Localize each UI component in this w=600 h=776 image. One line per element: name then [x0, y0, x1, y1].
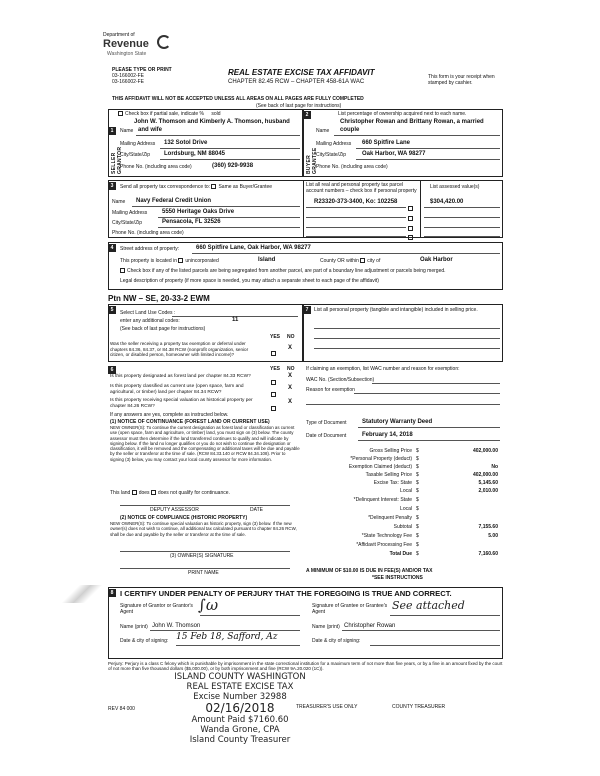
- corr-mailing-label: Mailing Address: [112, 210, 148, 216]
- grantor-signature-label: Signature of Grantor or Grantor's Agent: [120, 603, 193, 615]
- reason-exemption-label: Reason for exemption: [306, 387, 355, 393]
- parcel-number-value: R23320-373-3400, Ko: 102258: [314, 199, 398, 205]
- buyer-name-value-2: couple: [340, 127, 360, 133]
- does-not-checkbox[interactable]: [151, 490, 156, 495]
- perjury-note: Perjury: Perjury is a class C felony which is punishable by imprisonment in the state correctional institution for a maximum term of not more than five years, or by a fine in an amount fixed by the court of not more than five thousand dollars ($5,000.00), or by both imprisonment and fine (RCW 9A.20.020 (1C)).: [108, 661, 503, 672]
- see-instructions: (See back of last page for instructions): [256, 103, 342, 109]
- treasurer-use-only: TREASURER'S USE ONLY: [296, 704, 358, 710]
- buyer-name-label: Name: [316, 128, 330, 134]
- tax-row-cur: $: [416, 515, 419, 521]
- see-instructions-note: *SEE INSTRUCTIONS: [372, 575, 423, 581]
- logo-sub-text: Washington State: [107, 51, 147, 57]
- county-or-city: County OR within city of: [320, 258, 381, 264]
- corr-city-value: Pensacola, FL 32526: [162, 219, 221, 225]
- assessed-value-value: $304,420.00: [430, 199, 464, 205]
- s5-yes-header: YES: [270, 334, 281, 340]
- q3-no-mark: X: [288, 399, 293, 405]
- tax-row-label: Gross Selling Price: [369, 448, 412, 454]
- document-type-value: Statutory Warranty Deed: [362, 419, 433, 425]
- segregated-note: Check box if any of the listed parcels are being segregated from another parcel, are part of a boundary line adjustment or parcels being merged.: [120, 268, 446, 274]
- partial-sale-checkbox[interactable]: [118, 111, 123, 116]
- revenue-logo: [103, 32, 183, 58]
- tax-row-cur: $: [416, 551, 419, 557]
- historical-question: Is this property receiving special valuation as historical property per chapter 84.26 RCW?: [110, 398, 253, 409]
- s6-yes-header: YES: [270, 366, 281, 372]
- segregated-checkbox[interactable]: [120, 268, 125, 273]
- s5-yes-checkbox[interactable]: [271, 345, 278, 363]
- buyer-name-value: Christopher Rowan and Brittany Rowan, a married: [340, 119, 484, 125]
- stamp-treasurer-title: Island County Treasurer: [189, 735, 291, 745]
- wac-number-label: WAC No. (Section/Subsection): [306, 377, 375, 383]
- tax-row-cur: $: [416, 497, 419, 503]
- please-type: PLEASE TYPE OR PRINT: [112, 67, 172, 73]
- grantor-signature: ∫ω: [198, 596, 219, 614]
- buyer-city-label: City/State/Zip: [316, 152, 347, 158]
- document-type-label: Type of Document: [306, 420, 347, 426]
- tax-row-cur: $: [416, 506, 419, 512]
- corr-city-label: City/State/Zip: [112, 220, 143, 226]
- seller-city-value: Lordsburg, NM 88045: [164, 151, 226, 157]
- partial-sale: Check box if partial sale, indicate % sold: [118, 111, 221, 117]
- street-label: Street address of property:: [120, 246, 180, 252]
- legal-description-label: Legal description of property (if more space is needed, you may attach a separate sheet to each page of the affidavit): [120, 278, 379, 284]
- tax-row-value: 5,145.60: [478, 480, 498, 486]
- corr-name-label: Name: [112, 199, 126, 205]
- notice-compliance-title: (2) NOTICE OF COMPLIANCE (HISTORIC PROPERTY): [120, 515, 248, 521]
- certify-statement: I CERTIFY UNDER PENALTY OF PERJURY THAT THE FOREGOING IS TRUE AND CORRECT.: [120, 589, 452, 598]
- stamp-amount: Amount Paid $7160.60: [191, 715, 289, 725]
- scan-artifact: [62, 585, 102, 603]
- tax-row-label: *Affidavit Processing Fee: [356, 542, 412, 548]
- personal-property-label: List all personal property (tangible and intangible) included in selling price.: [314, 307, 478, 313]
- q3-yes-checkbox[interactable]: [271, 400, 278, 418]
- corr-name-value: Navy Federal Credit Union: [136, 198, 212, 204]
- seller-city-label: City/State/Zip: [120, 152, 151, 158]
- tax-row-label: Exemption Claimed (deduct): [348, 464, 412, 470]
- notice-continuance-title: (1) NOTICE OF CONTINUANCE (FOREST LAND OR CURRENT USE): [110, 419, 270, 425]
- buyer-list-note: List percentage of ownership acquired next to each name.: [338, 111, 467, 117]
- logo-top-text: Department of: [103, 32, 135, 38]
- page-title: REAL ESTATE EXCISE TAX AFFIDAVIT: [228, 68, 375, 77]
- minimum-due-note: A MINIMUM OF $10.00 IS DUE IN FEE(S) AND/OR TAX: [306, 568, 433, 574]
- section-7-number: 7: [303, 306, 311, 314]
- tax-row-label: Local: [400, 488, 412, 494]
- buyer-phone-label: Phone No. (including area code): [316, 164, 388, 170]
- deputy-assessor-label: DEPUTY ASSESSOR: [150, 507, 199, 513]
- buyer-side-label: BUYER GRANTEE: [306, 147, 318, 174]
- seller-phone-label: Phone No. (including area code): [120, 164, 192, 170]
- seller-name-value-2: and wife: [138, 127, 163, 133]
- form-number-1: 03-166002-FE: [112, 73, 144, 79]
- tax-row-label: Subtotal: [393, 524, 412, 530]
- q1-no-mark: X: [288, 373, 293, 379]
- buyer-mailing-value: 660 Spitfire Lane: [362, 140, 411, 146]
- warning-text: THIS AFFIDAVIT WILL NOT BE ACCEPTED UNLESS ALL AREAS ON ALL PAGES ARE FULLY COMPLETED: [112, 96, 364, 102]
- tax-row-label: Local: [400, 506, 412, 512]
- grantee-signature: See attached: [392, 599, 465, 612]
- seller-name-label: Name: [120, 128, 134, 134]
- section-3-number: 3: [108, 182, 116, 190]
- form-number-2: 03-166002-FE: [112, 79, 144, 85]
- section-2-number: 2: [303, 111, 311, 119]
- seller-mailing-label: Mailing Address: [120, 141, 156, 147]
- q2-no-mark: X: [288, 385, 293, 391]
- section-1-number: 1: [108, 127, 116, 135]
- claiming-exemption-label: If claiming an exemption, list WAC number and reason for exemption:: [306, 366, 460, 372]
- tax-row-cur: $: [416, 524, 419, 530]
- city-value: Oak Harbor: [420, 257, 453, 263]
- tax-row-label: Excise Tax: State: [373, 480, 412, 486]
- seller-phone-value: (360) 929-9938: [212, 163, 254, 169]
- seller-name-value: John W. Thomson and Kimberly A. Thomson, husband: [134, 119, 290, 125]
- corr-mailing-value: 5550 Heritage Oaks Drive: [162, 209, 235, 215]
- land-use-see-back: (See back of last page for instructions): [120, 326, 206, 332]
- print-name-label: PRINT NAME: [188, 570, 219, 576]
- tax-row-label: Taxable Selling Price: [365, 472, 412, 478]
- tax-row-label: *Personal Property (deduct): [350, 456, 412, 462]
- tax-row-cur: $: [416, 488, 419, 494]
- located-in: This property is located in unincorporated: [120, 258, 219, 264]
- tax-row-value: 2,010.00: [478, 488, 498, 494]
- parcel-header: List all real and personal property tax parcel account numbers – check box if personal property: [306, 182, 417, 194]
- land-use-label: Select Land Use Codes :: [120, 310, 176, 316]
- tax-row-cur: $: [416, 472, 419, 478]
- grantee-name-value: Christopher Rowan: [344, 623, 396, 629]
- tax-row-cur: $: [416, 448, 419, 454]
- assessed-value-header: List assessed value(s): [430, 184, 480, 190]
- buyer-mailing-label: Mailing Address: [316, 141, 352, 147]
- county-treasurer-label: COUNTY TREASURER: [392, 704, 446, 710]
- document-date-label: Date of Document: [306, 433, 347, 439]
- page-subtitle: CHAPTER 82.45 RCW – CHAPTER 458-61A WAC: [228, 79, 365, 85]
- logo-word: Revenue: [103, 38, 149, 50]
- section-8-number: 8: [108, 589, 116, 597]
- tax-row-value: No: [491, 464, 498, 470]
- tax-row-cur: $: [416, 542, 419, 548]
- grantee-signature-label: Signature of Grantee or Grantee's Agent: [312, 603, 388, 615]
- grantor-name-label: Name (print): [120, 624, 148, 630]
- tax-row-cur: $: [416, 456, 419, 462]
- does-checkbox[interactable]: [132, 490, 137, 495]
- stamp-county: ISLAND COUNTY WASHINGTON: [174, 672, 306, 682]
- notice-compliance-body: NEW OWNER(S): To continue special valuation as historic property, sign (3) below. If the new owner(s) does not wish to continue, all additional tax calculated pursuant to chapter 84.26 RCW, shall be due and payable by the seller or transferor at the time of sale.: [110, 521, 297, 537]
- seller-mailing-value: 132 Sotol Drive: [164, 140, 208, 146]
- tax-row-value: 7,155.60: [478, 524, 498, 530]
- stamp-date: 02/16/2018: [205, 701, 275, 715]
- document-date-value: February 14, 2018: [362, 432, 413, 438]
- owner-signature-label: (3) OWNER(S) SIGNATURE: [170, 553, 234, 559]
- tax-row-value: 5.00: [488, 533, 498, 539]
- street-value: 660 Spitfire Lane, Oak Harbor, WA 98277: [196, 245, 311, 251]
- corr-phone-label: Phone No. (including area code): [112, 230, 184, 236]
- city-checkbox[interactable]: [360, 258, 365, 263]
- stamp-excise-number: Excise Number 32988: [193, 692, 287, 702]
- exemption-question: Was the seller receiving a property tax exemption or deferral under chapters 84.36, 84.37, or 84.38 RCW (nonprofit organization, senior citizen, or disabled person, homeowner with limited income)?: [110, 341, 249, 358]
- same-as-buyer-checkbox[interactable]: [211, 184, 216, 189]
- tax-row-value: 7,160.60: [478, 551, 498, 557]
- if-any-yes: If any answers are yes, complete as instructed below.: [110, 412, 229, 418]
- grantee-date-city-label: Date & city of signing:: [312, 638, 361, 644]
- s6-no-header: NO: [287, 366, 295, 372]
- tax-row-label: *Delinquent Penalty: [368, 515, 412, 521]
- tax-row-label: Total Due: [389, 551, 412, 557]
- grantee-name-label: Name (print): [312, 624, 340, 630]
- grantor-date-city-label: Date & city of signing:: [120, 638, 169, 644]
- tax-row-label: *Delinquent Interest: State: [353, 497, 412, 503]
- grantor-name-value: John W. Thomson: [152, 623, 201, 629]
- tax-row-cur: $: [416, 480, 419, 486]
- section-4-number: 4: [108, 244, 116, 252]
- receipt-note: This form is your receipt when stamped by cashier.: [428, 74, 495, 86]
- logo-swirl-icon: [157, 35, 171, 49]
- stamp-treasurer-name: Wanda Grone, CPA: [200, 725, 280, 735]
- tax-row-label: *State Technology Fee: [361, 533, 412, 539]
- notice-continuance-body: NEW OWNER(S): To continue the current designation as forest land or classification as current use (open space, farm and agriculture, or timber) land, you must sign on (3) below. The county assessor must then determine if the land transferred continues to qualify and will indicate by signing below. If the land no longer qualifies or you do not wish to continue the designation or classification, it will be removed and the compensating or additional taxes will be due and payable by the seller or transferor at the time of sale. (RCW 84.33.140 or RCW 84.34.108). Prior to signing (3) below, you may contact your local county assessor for more information.: [110, 425, 300, 462]
- tax-row-cur: $: [416, 533, 419, 539]
- unincorporated-checkbox[interactable]: [178, 258, 183, 263]
- tax-row-cur: $: [416, 464, 419, 470]
- tax-row-value: 402,000.00: [472, 448, 498, 454]
- section-5-number: 5: [108, 306, 116, 314]
- forest-land-question: Is this property designated as forest land per chapter 84.33 RCW?: [110, 374, 251, 379]
- section-6-number: 6: [108, 366, 116, 374]
- legal-description-value: Ptn NW – SE, 20-33-2 EWM: [108, 294, 210, 303]
- grantor-date-city-value: 15 Feb 18, Safford, Az: [176, 632, 278, 642]
- current-use-question: Is this property classified as current use (open space, farm and agricultural, or timber) land per chapter 84.34 RCW?: [110, 384, 244, 395]
- tax-row-value: 402,000.00: [472, 472, 498, 478]
- buyer-city-value: Oak Harbor, WA 98277: [362, 151, 426, 157]
- s5-no-header: NO: [287, 334, 295, 340]
- rev-number: REV 84 000: [108, 706, 135, 712]
- additional-codes-label: enter any additional codes:: [120, 318, 180, 324]
- this-land-line: This land does does not qualify for continuance.: [110, 490, 230, 496]
- deputy-date-label: DATE: [250, 507, 263, 513]
- seller-side-label: SELLER GRANTOR: [111, 146, 123, 174]
- stamp-tax: REAL ESTATE EXCISE TAX: [186, 682, 294, 692]
- county-value: Island: [258, 257, 276, 263]
- send-correspondence: Send all property tax correspondence to: Same as Buyer/Grantee: [120, 184, 273, 190]
- s5-no-mark: X: [288, 345, 293, 351]
- land-use-code-value: 11: [232, 317, 239, 323]
